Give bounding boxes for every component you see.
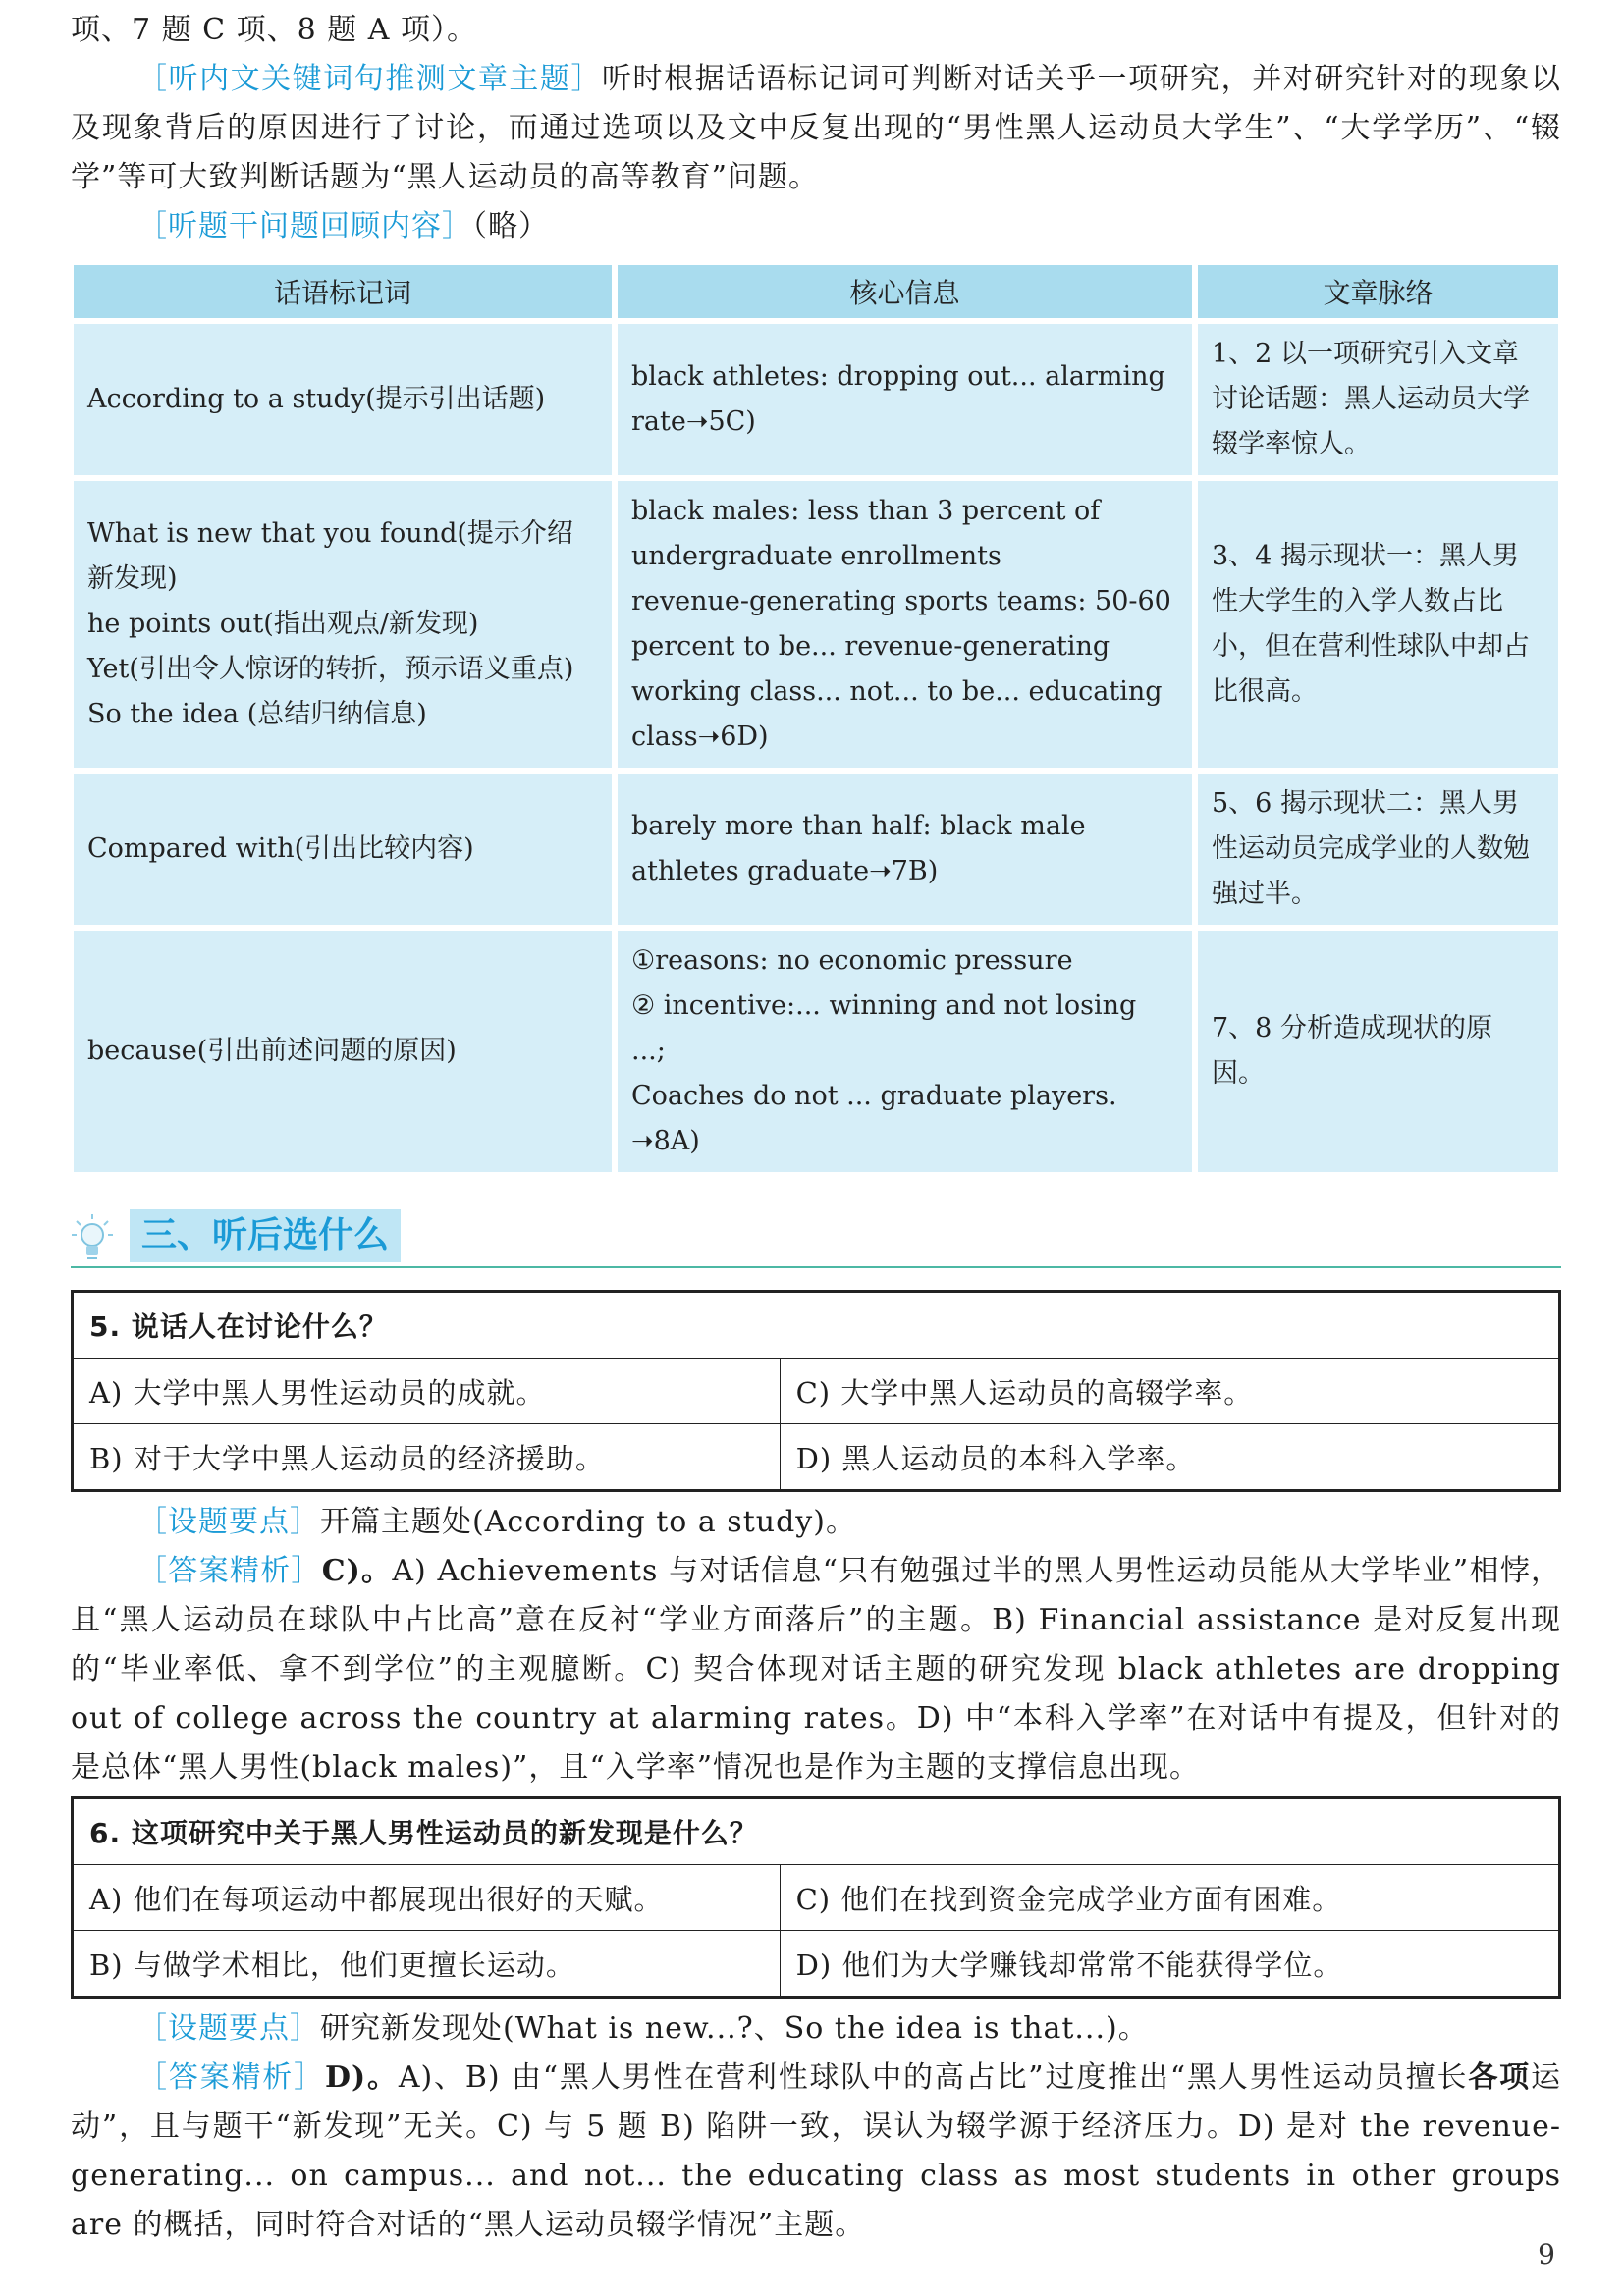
- q5-analysis-text: A) Achievements 与对话信息“只有勉强过半的黑人男性运动员能从大学毕业”相悖，且“黑人运动员在球队中占比高”意在反衬“学业方面落后”的主题。B) Financial assistance 是对反复出现的“毕业率低、拿不到学位”的主观臆断。C) 契合体现对话主题的研究发现 black athletes are dropping out of college across the country at alarming rates。D) 中“本科入学率”在对话中有提及，但针对的是总体“黑人男性(black males)”，且“入学率”情况也是作为主题的支撑信息出现。: [71, 1554, 1562, 1785]
- cell-core: black males: less than 3 percent of undergraduate enrollments revenue-generating sports teams: 50-60 percent to be... revenue-generating working class... not... to be... educating class➝6D): [618, 481, 1192, 768]
- q6-point-text: 研究新发现处(What is new...?、So the idea is that...)。: [320, 2011, 1149, 2046]
- cell-context: 3、4 揭示现状一：黑人男性大学生的入学人数占比小，但在营利性球队中却占比很高。: [1198, 481, 1558, 768]
- header-core: 核心信息: [618, 265, 1192, 318]
- option-b: B) 对于大学中黑人运动员的经济援助。: [73, 1424, 781, 1491]
- header-context: 文章脉络: [1198, 265, 1558, 318]
- option-c: C) 他们在找到资金完成学业方面有困难。: [780, 1865, 1559, 1931]
- question-5-stem: 5. 说话人在讨论什么？: [73, 1292, 1560, 1359]
- cell-core: black athletes: dropping out... alarming rate➝5C): [618, 324, 1192, 475]
- header-marker: 话语标记词: [74, 265, 612, 318]
- q5-point-tag: ［设题要点］: [137, 1505, 320, 1539]
- q6-point-tag: ［设题要点］: [137, 2011, 320, 2046]
- cell-marker: According to a study(提示引出话题): [74, 324, 612, 475]
- q6-answer: D)。: [324, 2060, 399, 2095]
- question-5-table: [71, 1290, 1561, 1492]
- topic-tag: ［听内文关键词句推测文章主题］: [137, 62, 602, 96]
- option-c: C) 大学中黑人运动员的高辍学率。: [780, 1359, 1559, 1424]
- question-6-table: [71, 1796, 1561, 1999]
- cell-marker: because(引出前述问题的原因): [74, 931, 612, 1172]
- section-header: [71, 1205, 1561, 1268]
- q5-point: [71, 1498, 1561, 1547]
- q6-analysis: [71, 2054, 1561, 2250]
- section-title: 三、听后选什么: [130, 1209, 401, 1262]
- table-row: [74, 324, 1558, 475]
- table-row: [74, 931, 1558, 1172]
- q6-analysis-bold: 各项: [1468, 2060, 1531, 2095]
- review-text: （略）: [472, 209, 549, 243]
- cell-context: 7、8 分析造成现状的原因。: [1198, 931, 1558, 1172]
- cell-core: barely more than half: black male athletes graduate➝7B): [618, 774, 1192, 925]
- option-b: B) 与做学术相比，他们更擅长运动。: [73, 1931, 781, 1998]
- question-6-stem: 6. 这项研究中关于黑人男性运动员的新发现是什么？: [73, 1798, 1560, 1865]
- table-row: [74, 481, 1558, 768]
- intro-line: 项、7 题 C 项、8 题 A 项）。: [71, 13, 478, 47]
- cell-marker: Compared with(引出比较内容): [74, 774, 612, 925]
- marker-table: [68, 259, 1564, 1178]
- page-number: 9: [1538, 2238, 1555, 2270]
- review-paragraph: [71, 202, 1561, 251]
- cell-context: 5、6 揭示现状二：黑人男性运动员完成学业的人数勉强过半。: [1198, 774, 1558, 925]
- option-a: A) 他们在每项运动中都展现出很好的天赋。: [73, 1865, 781, 1931]
- option-d: D) 他们为大学赚钱却常常不能获得学位。: [780, 1931, 1559, 1998]
- q6-analysis-text-a: A)、B) 由“黑人男性在营利性球队中的高占比”过度推出“黑人男性运动员擅长: [398, 2060, 1469, 2095]
- q5-analysis-tag: ［答案精析］: [137, 1554, 322, 1588]
- q5-answer: C)。: [321, 1554, 393, 1588]
- topic-text: 听时根据话语标记词可判断对话关乎一项研究，并对研究针对的现象以及现象背后的原因进行了讨论，而通过选项以及文中反复出现的“男性黑人运动员大学生”、“大学学历”、“辍学”等可大致判断话题为“黑人运动员的高等教育”问题。: [71, 62, 1561, 194]
- cell-core: ①reasons: no economic pressure ② incentive:... winning and not losing ...; Coaches do not ... graduate players. ➝8A): [618, 931, 1192, 1172]
- cell-marker: What is new that you found(提示介绍新发现) he points out(指出观点/新发现) Yet(引出令人惊讶的转折，预示语义重点) So the idea (总结归纳信息): [74, 481, 612, 768]
- review-tag: ［听题干问题回顾内容］: [137, 209, 472, 243]
- lightbulb-icon: [71, 1213, 114, 1260]
- q5-analysis: [71, 1547, 1561, 1792]
- option-a: A) 大学中黑人男性运动员的成就。: [73, 1359, 781, 1424]
- option-d: D) 黑人运动员的本科入学率。: [780, 1424, 1559, 1491]
- topic-paragraph: [71, 55, 1561, 202]
- page-content: [71, 0, 1561, 2250]
- table-row: [74, 774, 1558, 925]
- q6-analysis-tag: ［答案精析］: [137, 2060, 325, 2095]
- q6-analysis-text-b: 运动”，且与题干“新发现”无关。C) 与 5 题 B) 陷阱一致，误认为辍学源于经济压力。D) 是对 the revenue-generating... on campus... and not... the educating class as most students in other groups are 的概括，同时符合对话的“黑人运动员辍学情况”主题。: [71, 2060, 1561, 2242]
- q5-point-text: 开篇主题处(According to a study)。: [320, 1505, 856, 1539]
- q6-point: [71, 2004, 1561, 2054]
- table-header-row: [74, 265, 1558, 318]
- cell-context: 1、2 以一项研究引入文章讨论话题：黑人运动员大学辍学率惊人。: [1198, 324, 1558, 475]
